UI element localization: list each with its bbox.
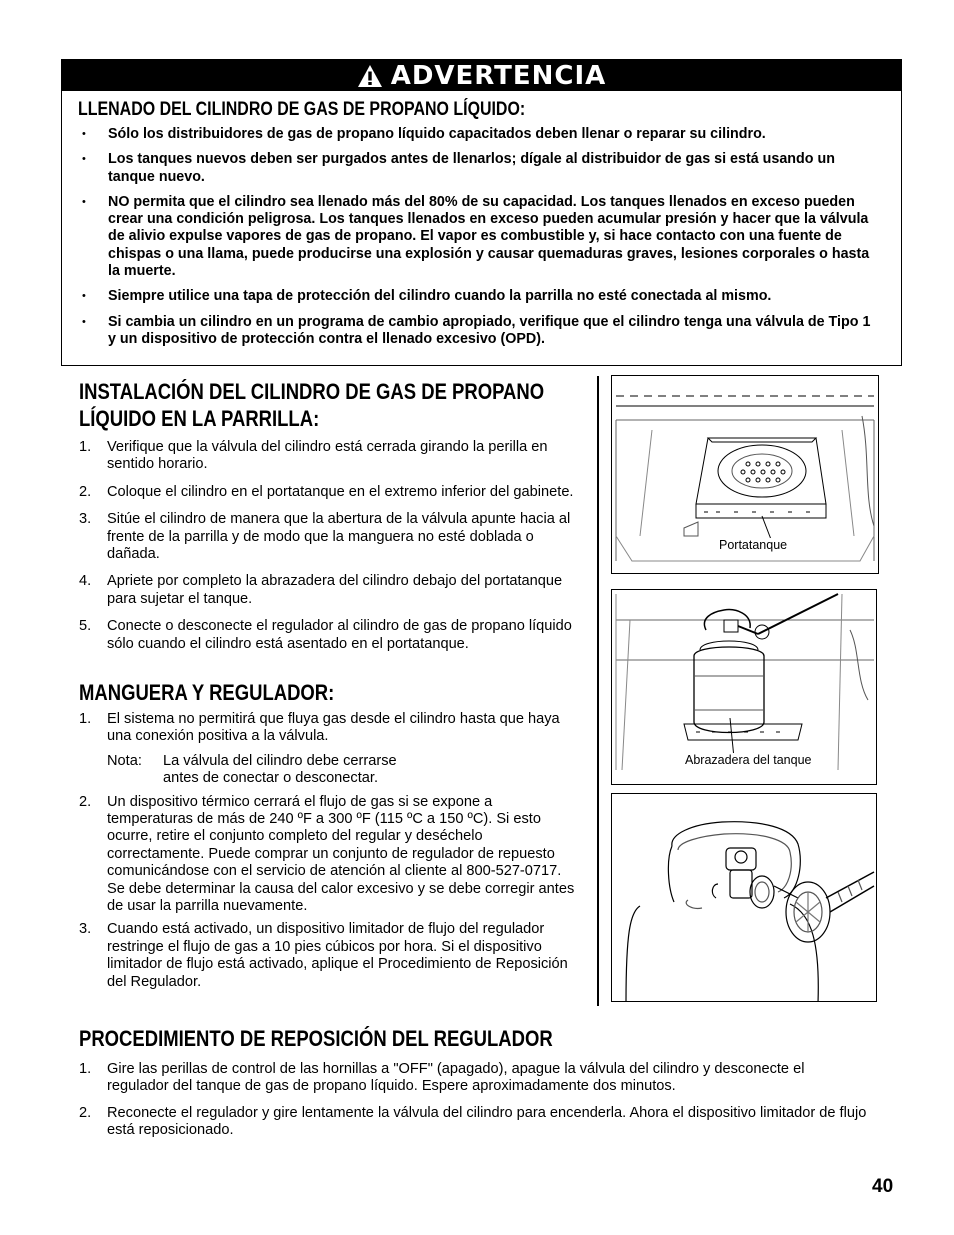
figure-label-tank-holder: Portatanque	[719, 538, 788, 552]
column-divider	[597, 376, 599, 1006]
warning-bullet: • Los tanques nuevos deben ser purgados antes de llenarlos; dígale al distribuidor de gas si está usando un tanque nuevo.	[78, 151, 878, 186]
note	[107, 753, 579, 788]
note-text: La válvula del cilindro debe cerrarse	[163, 752, 397, 769]
note-label: Nota:	[107, 752, 142, 769]
warning-bullet: • Siempre utilice una tapa de protección del cilindro cuando la parrilla no esté conectada al mismo.	[78, 288, 878, 305]
figure-regulator-connection	[611, 793, 877, 1002]
installation-heading-line2: LÍQUIDO EN LA PARRILLA:	[79, 406, 320, 431]
installation-steps	[79, 439, 579, 653]
warning-banner	[62, 60, 901, 91]
list-item: 3. Sitúe el cilindro de manera que la abertura de la válvula apunte hacia al frente de la parrilla y de modo que la manguera no esté doblada o dañada.	[79, 511, 571, 563]
warning-bullet: • NO permita que el cilindro sea llenado más del 80% de su capacidad. Los tanques llenados en exceso pueden crear una condición peligrosa. Los tanques llenados en exceso pueden acumular presión y hacer que la válvula de alivio expulse vapores de gas de propano. El vapor es combustible y, si hace contacto con una fuente de chispas o una llama, puede producirse una explosión y causar quemaduras graves, lesiones corporales o hasta la muerte.	[78, 194, 878, 280]
figure-tank-holder	[611, 375, 879, 574]
hose-steps	[79, 711, 579, 991]
list-item: 2. Coloque el cilindro en el portatanque en el extremo inferior del gabinete.	[79, 483, 574, 500]
list-item: 3. Cuando está activado, un dispositivo limitador de flujo del regulador restringe el flujo de gas a 10 pies cúbicos por hora. Si el dispositivo limitador de flujo está activado, aplique el Procedimiento de Reposición del Regulador.	[79, 921, 568, 990]
regulator-illustration	[612, 794, 877, 1002]
warning-triangle-icon	[357, 64, 383, 88]
installation-heading-line1: INSTALACIÓN DEL CILINDRO DE GAS DE PROPANO	[79, 379, 545, 404]
list-item: 1. Verifique que la válvula del cilindro está cerrada girando la perilla en sentido horario.	[79, 439, 548, 473]
note-text: antes de conectar o desconectar.	[163, 770, 378, 787]
installation-heading	[79, 378, 544, 432]
page-number: 40	[872, 1176, 894, 1197]
warning-bullet: • Sólo los distribuidores de gas de propano líquido capacitados deben llenar o reparar su cilindro.	[78, 126, 878, 143]
list-item: 2. Un dispositivo térmico cerrará el flujo de gas si se expone a temperaturas de más de 240 ºF a 300 ºF (115 ºC a 150 ºC). Si esto ocurre, retire el conjunto completo del regular y deséchelo correctamente. Puede comprar un conjunto de regulador de repuesto comunicándose con el servicio de atención al cliente al 800-527-0717. Se debe determinar la causa del calor excesivo y se debe corregir antes de usar la parrilla nuevamente.	[79, 793, 575, 915]
list-item: 1. Gire las perillas de control de las hornillas a "OFF" (apagado), apague la válvula del cilindro y desconecte el regulador del tanque de gas de propano líquido. Espere aproximadamente dos minutos.	[79, 1061, 805, 1095]
warning-title: ADVERTENCIA	[390, 60, 607, 91]
warning-heading: LLENADO DEL CILINDRO DE GAS DE PROPANO LÍQUIDO:	[78, 99, 526, 120]
reset-heading: PROCEDIMIENTO DE REPOSICIÓN DEL REGULADOR	[79, 1026, 553, 1051]
list-item: 5. Conecte o desconecte el regulador al cilindro de gas de propano líquido sólo cuando el cilindro está asentado en el portatanque.	[79, 618, 572, 652]
list-item: 4. Apriete por completo la abrazadera del cilindro debajo del portatanque para sujetar el tanque.	[79, 573, 563, 607]
warning-bullet-list	[78, 126, 878, 356]
reset-steps	[79, 1061, 869, 1140]
warning-box	[61, 59, 902, 366]
list-item: 2. Reconecte el regulador y gire lentamente la válvula del cilindro para encenderla. Ahora el dispositivo limitador de flujo está reposicionado.	[79, 1104, 867, 1139]
hose-heading: MANGUERA Y REGULADOR:	[79, 680, 335, 705]
figure-tank-clamp	[611, 589, 877, 785]
figure-label-tank-clamp: Abrazadera del tanque	[685, 753, 812, 767]
list-item: 1. El sistema no permitirá que fluya gas desde el cilindro hasta que haya una conexión positiva a la válvula. Nota: La válvula del cilindro debe cerrarse antes de conectar o desconectar.	[79, 711, 579, 788]
warning-bullet: • Si cambia un cilindro en un programa de cambio apropiado, verifique que el cilindro tenga una válvula de Tipo 1 y un dispositivo de protección contra el llenado excesivo (OPD).	[78, 314, 878, 349]
